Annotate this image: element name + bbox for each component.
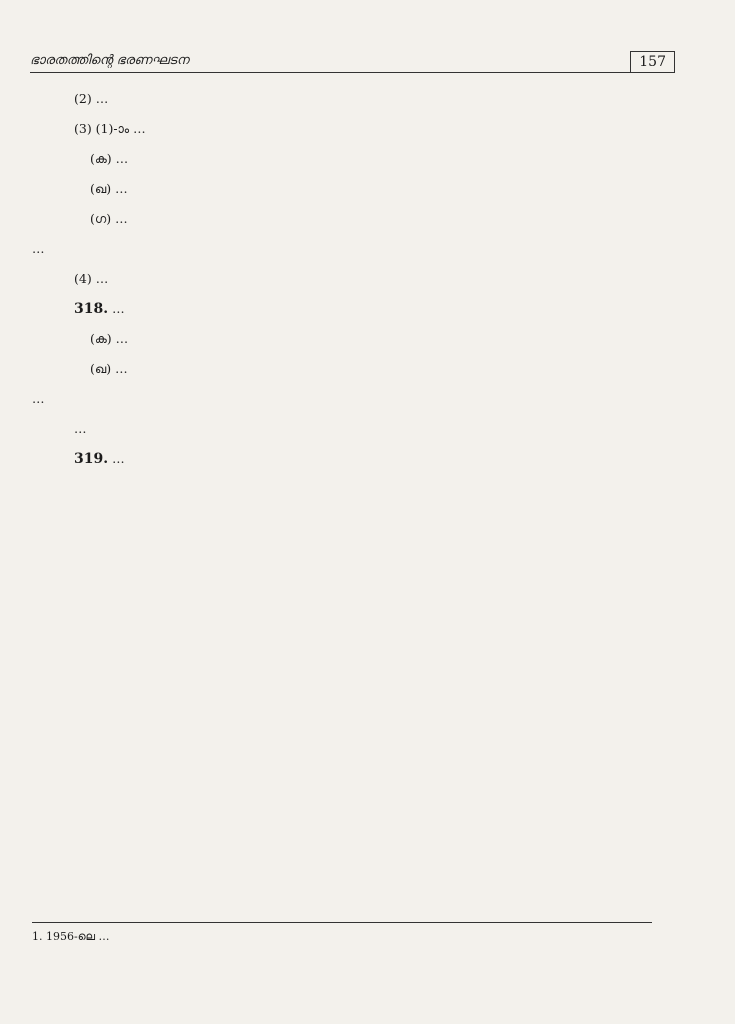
paragraph <box>32 238 652 260</box>
paragraph-text: … <box>95 91 109 106</box>
paragraph <box>32 88 652 110</box>
footnote-text: 1956-ലെ … <box>46 930 110 943</box>
section-number: 319. <box>74 451 109 467</box>
clause-number: (ഖ) <box>90 181 112 196</box>
paragraph-text: … <box>74 421 87 436</box>
sub-clause <box>90 148 652 170</box>
article-319 <box>32 448 652 470</box>
clause-number: (ഗ) <box>90 211 112 226</box>
sub-clause <box>90 328 652 350</box>
clause-number: (4) <box>74 271 92 286</box>
paragraph-text: … <box>133 121 146 136</box>
sub-clause <box>90 208 652 230</box>
sub-clause <box>90 178 652 200</box>
paragraph-text: … <box>115 181 128 196</box>
clause-number: (2) <box>74 91 92 106</box>
clause-number: (ക) <box>90 151 112 166</box>
footnote-divider <box>32 922 652 923</box>
paragraph-text: … <box>115 361 128 376</box>
paragraph-text: … <box>115 151 129 166</box>
footnote <box>32 928 652 945</box>
paragraph-text: … <box>112 451 125 466</box>
footnote-marker: 1. <box>32 930 43 943</box>
page-number: 157 <box>630 51 675 72</box>
clause-number: (ക) <box>90 331 112 346</box>
paragraph-text: … <box>32 241 45 256</box>
paragraph <box>32 388 652 410</box>
body-text <box>32 88 652 478</box>
proviso <box>32 418 652 440</box>
sub-clause <box>90 358 652 380</box>
clause-number: (3) (1)-ാം <box>74 121 130 136</box>
clause-number: (ഖ) <box>90 361 112 376</box>
paragraph-text: … <box>95 271 109 286</box>
page-header <box>30 46 675 73</box>
paragraph <box>32 118 652 140</box>
paragraph-text: … <box>115 331 129 346</box>
paragraph-text: … <box>115 211 128 226</box>
paragraph <box>32 268 652 290</box>
section-number: 318. <box>74 301 109 317</box>
paragraph-text: … <box>32 391 45 406</box>
article-318 <box>32 298 652 320</box>
paragraph-text: … <box>112 301 125 316</box>
running-title: ഭാരതത്തിന്റെ ഭരണഘടന <box>30 53 189 68</box>
